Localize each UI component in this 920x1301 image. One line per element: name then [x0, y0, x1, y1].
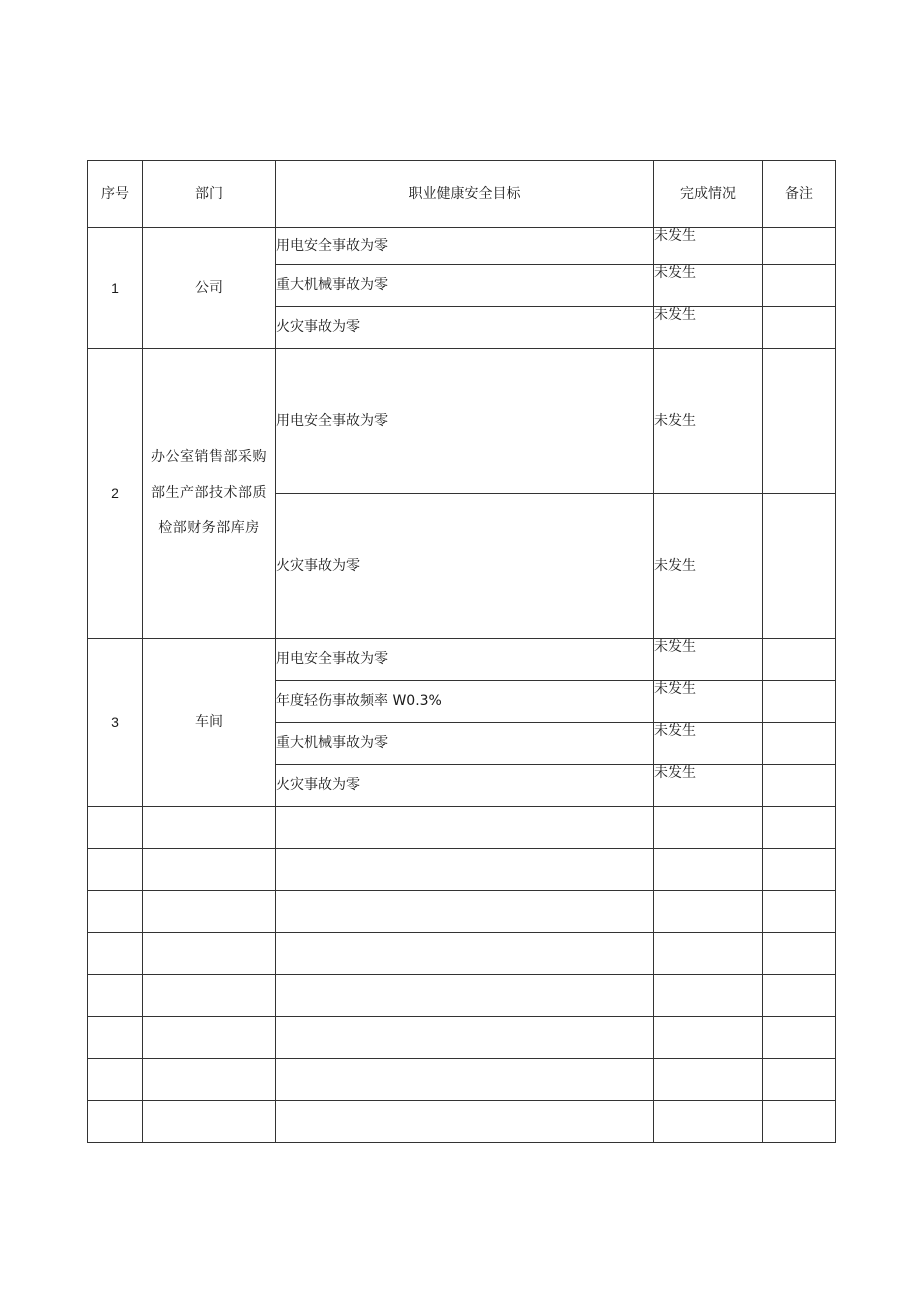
status-cell	[654, 975, 763, 1017]
header-status: 完成情况	[654, 161, 763, 228]
goal-cell: 火灾事故为零	[276, 307, 654, 349]
note-cell	[763, 349, 836, 494]
goal-cell: 用电安全事故为零	[276, 349, 654, 494]
row-number: 2	[88, 349, 143, 639]
goal-cell	[276, 1059, 654, 1101]
note-cell	[763, 307, 836, 349]
department-cell: 公司	[143, 228, 276, 349]
goal-cell: 用电安全事故为零	[276, 228, 654, 265]
table-row	[88, 228, 836, 265]
goal-cell: 年度轻伤事故频率 W0.3%	[276, 681, 654, 723]
goal-cell	[276, 807, 654, 849]
status-cell: 未发生	[654, 494, 763, 639]
department-cell	[143, 807, 276, 849]
department-cell	[143, 933, 276, 975]
status-cell: 未发生	[654, 765, 763, 807]
blank-table-row	[88, 891, 836, 933]
goal-cell	[276, 849, 654, 891]
status-cell: 未发生	[654, 723, 763, 765]
table-row	[88, 349, 836, 494]
note-cell	[763, 228, 836, 265]
row-number	[88, 1017, 143, 1059]
status-cell: 未发生	[654, 307, 763, 349]
goal-cell: 用电安全事故为零	[276, 639, 654, 681]
row-number: 3	[88, 639, 143, 807]
note-cell	[763, 494, 836, 639]
note-cell	[763, 723, 836, 765]
status-cell	[654, 891, 763, 933]
status-cell: 未发生	[654, 349, 763, 494]
goal-cell: 重大机械事故为零	[276, 723, 654, 765]
status-cell	[654, 933, 763, 975]
table-row	[88, 639, 836, 681]
department-cell	[143, 1017, 276, 1059]
note-cell	[763, 1101, 836, 1143]
department-cell: 办公室销售部采购部生产部技术部质检部财务部库房	[143, 349, 276, 639]
note-cell	[763, 265, 836, 307]
row-number	[88, 1101, 143, 1143]
goal-cell: 重大机械事故为零	[276, 265, 654, 307]
note-cell	[763, 1059, 836, 1101]
note-cell	[763, 765, 836, 807]
department-cell: 车间	[143, 639, 276, 807]
note-cell	[763, 639, 836, 681]
goal-cell	[276, 933, 654, 975]
header-goal: 职业健康安全目标	[276, 161, 654, 228]
blank-table-row	[88, 1059, 836, 1101]
blank-table-row	[88, 975, 836, 1017]
department-cell	[143, 1059, 276, 1101]
status-cell	[654, 1017, 763, 1059]
note-cell	[763, 681, 836, 723]
status-cell	[654, 1059, 763, 1101]
department-cell	[143, 891, 276, 933]
goal-cell: 火灾事故为零	[276, 765, 654, 807]
goal-cell	[276, 1017, 654, 1059]
header-no: 序号	[88, 161, 143, 228]
status-cell: 未发生	[654, 681, 763, 723]
row-number	[88, 849, 143, 891]
table-header-row	[88, 161, 836, 228]
status-cell: 未发生	[654, 639, 763, 681]
department-cell	[143, 975, 276, 1017]
status-cell	[654, 849, 763, 891]
goal-cell	[276, 1101, 654, 1143]
ohs-goals-table	[87, 160, 836, 1143]
row-number	[88, 933, 143, 975]
header-dept: 部门	[143, 161, 276, 228]
note-cell	[763, 891, 836, 933]
blank-table-row	[88, 1017, 836, 1059]
status-cell	[654, 1101, 763, 1143]
note-cell	[763, 975, 836, 1017]
department-cell	[143, 1101, 276, 1143]
note-cell	[763, 849, 836, 891]
row-number	[88, 1059, 143, 1101]
goal-cell	[276, 975, 654, 1017]
blank-table-row	[88, 1101, 836, 1143]
row-number	[88, 807, 143, 849]
blank-table-row	[88, 849, 836, 891]
note-cell	[763, 807, 836, 849]
row-number: 1	[88, 228, 143, 349]
note-cell	[763, 1017, 836, 1059]
status-cell	[654, 807, 763, 849]
blank-table-row	[88, 933, 836, 975]
row-number	[88, 891, 143, 933]
note-cell	[763, 933, 836, 975]
row-number	[88, 975, 143, 1017]
blank-rows	[88, 807, 836, 1143]
department-cell	[143, 849, 276, 891]
status-cell: 未发生	[654, 265, 763, 307]
goal-cell	[276, 891, 654, 933]
goal-cell: 火灾事故为零	[276, 494, 654, 639]
header-note: 备注	[763, 161, 836, 228]
status-cell: 未发生	[654, 228, 763, 265]
blank-table-row	[88, 807, 836, 849]
